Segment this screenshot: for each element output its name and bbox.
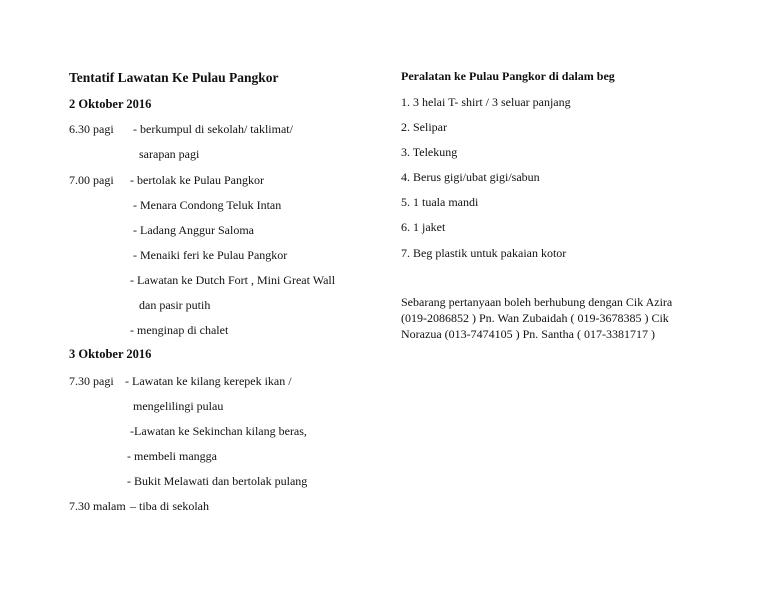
day2-item-sekinchan: -Lawatan ke Sekinchan kilang beras, [130,424,307,438]
day1-date: 2 Oktober 2016 [69,97,152,111]
day1-item-breakfast: sarapan pagi [139,147,200,161]
day2-item-melawati: - Bukit Melawati dan bertolak pulang [127,474,308,488]
equipment-item: 1. 3 helai T- shirt / 3 seluar panjang [401,95,571,109]
day2-item-factory: - Lawatan ke kilang kerepek ikan / [125,374,292,388]
equipment-item: 4. Berus gigi/ubat gigi/sabun [401,170,540,184]
day1-item-beach: dan pasir putih [139,298,211,312]
day1-item-depart: - bertolak ke Pulau Pangkor [130,173,264,187]
day2-item-island: mengelilingi pulau [133,399,224,413]
day2-time-end: 7.30 malam [69,499,126,513]
equipment-title: Peralatan ke Pulau Pangkor di dalam beg [401,69,615,83]
day1-item-vineyard: - Ladang Anggur Saloma [133,223,254,237]
day1-time-700: 7.00 pagi [69,173,114,187]
day1-item-chalet: - menginap di chalet [130,323,229,337]
day2-item-arrive: – tiba di sekolah [130,499,209,513]
day1-time-630: 6.30 pagi [69,122,114,136]
day1-item-dutch-fort: - Lawatan ke Dutch Fort , Mini Great Wall [130,273,336,287]
equipment-item: 7. Beg plastik untuk pakaian kotor [401,246,567,260]
day1-item-tower: - Menara Condong Teluk Intan [133,198,282,212]
equipment-item: 3. Telekung [401,145,458,159]
day1-item-gather: - berkumpul di sekolah/ taklimat/ [133,122,293,136]
contact-paragraph: Sebarang pertanyaan boleh berhubung dengan Cik Azira (019-2086852 ) Pn. Wan Zubaidah ( 019-3678385 ) Cik Norazua (013-7474105 ) Pn. Santha ( 017-3381717 ) [401,295,673,341]
equipment-item: 5. 1 tuala mandi [401,195,479,209]
day2-item-mango: - membeli mangga [127,449,217,463]
equipment-item: 6. 1 jaket [401,220,446,234]
day2-date: 3 Oktober 2016 [69,347,152,361]
equipment-item: 2. Selipar [401,120,447,134]
itinerary-title: Tentatif Lawatan Ke Pulau Pangkor [69,70,279,85]
day1-item-ferry: - Menaiki feri ke Pulau Pangkor [133,248,288,262]
day2-time-730: 7.30 pagi [69,374,114,388]
